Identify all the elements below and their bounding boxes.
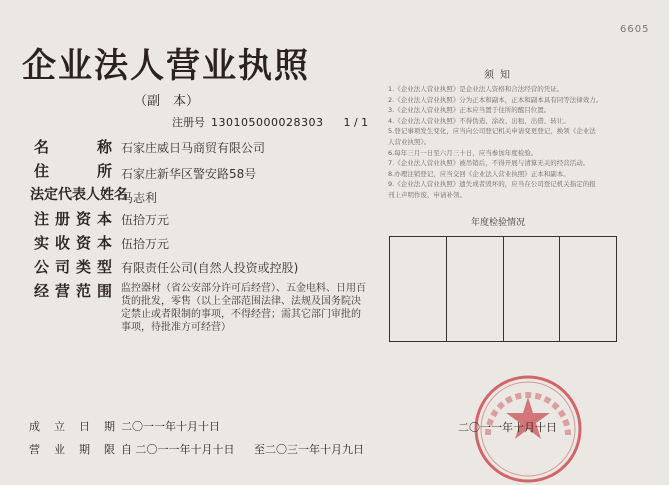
notice-item: 7.《企业法人营业执照》被吊销后，不得开展与清算无关的经营活动。 [388,159,590,168]
inspection-cell [560,237,616,341]
field-label-legal-rep: 法定代表人姓名 [30,187,128,203]
established-date-value: 二〇一一年十月十日 [121,420,220,433]
notice-item: 刊上声明作废，申请补领。 [388,190,466,199]
notice-item: 4.《企业法人营业执照》不得伪造、涂改、出租、出借、转让。 [388,116,570,125]
inspection-cell [447,237,504,341]
registration-number: 130105000028303 [211,116,324,129]
document-serial: 6605 [620,24,650,35]
established-date-label: 成 立 日 期 [29,420,115,433]
notice-item: 3.《企业法人营业执照》正本应当置于住所的醒目位置。 [388,106,551,115]
registration-label: 注册号 [172,116,205,129]
field-value-legal-rep: 马志利 [121,191,158,205]
notice-item: 8.办理注销登记，应当交回《企业法人营业执照》正本和副本。 [388,169,570,178]
notice-list [388,84,650,201]
notice-item: 5.登记事项发生变化，应当向公司登记机关申请变更登记，换领《企业法 [388,127,596,136]
notice-item: 6.每年三月一日至六月三十日，应当参加年度检验。 [388,148,538,157]
field-label-paid-capital: 实收资本 [34,234,119,252]
field-value-registered-capital: 伍拾万元 [121,213,170,227]
notice-item: 9.《企业法人营业执照》遗失或者毁坏的，应当在公司登记机关指定的报 [388,180,596,189]
document-subtitle: （副 本） [134,94,200,109]
field-value-name: 石家庄威日马商贸有限公司 [121,141,266,155]
field-label-name: 名 称 [34,138,113,156]
field-value-address: 石家庄新华区警安路58号 [121,167,257,181]
field-label-address: 住 所 [34,162,113,180]
business-term-label: 营 业 期 限 [29,443,115,456]
field-label-company-type: 公司类型 [34,258,119,276]
document-title: 企业法人营业执照 [22,46,310,86]
notice-title: 须知 [484,70,516,81]
field-value-business-scope: 监控器材（省公安部分许可后经营）、五金电料、日用百货的批发，零售（以上全部范围法律、法规及国务院决定禁止或者限制的事项，不得经营；需其它部门审批的事项，待批准方可经营） [121,283,366,333]
registration-line [172,114,368,130]
page-indicator: 1 / 1 [343,116,369,129]
field-label-registered-capital: 注册资本 [34,210,119,228]
notice-item: 2.《企业法人营业执照》分为正本和副本，正本和副本具有同等法律效力。 [388,95,603,104]
field-value-company-type: 有限责任公司(自然人投资或控股) [121,261,299,275]
business-term-end: 至二〇三一年十月九日 [254,443,364,456]
annual-inspection-title: 年度检验情况 [471,218,526,228]
notice-item: 1.《企业法人营业执照》是企业法人资格和合法经营的凭证。 [388,85,564,93]
field-value-paid-capital: 伍拾万元 [121,237,170,251]
issue-date: 二〇一一年十月十日 [458,421,557,434]
field-label-business-scope: 经营范围 [34,282,119,300]
inspection-cell [504,237,561,341]
notice-item: 人营业执照》。 [388,137,431,146]
annual-inspection-grid [389,236,617,342]
business-term-start: 自 二〇一一年十月十日 [121,443,235,456]
inspection-cell [390,237,447,341]
